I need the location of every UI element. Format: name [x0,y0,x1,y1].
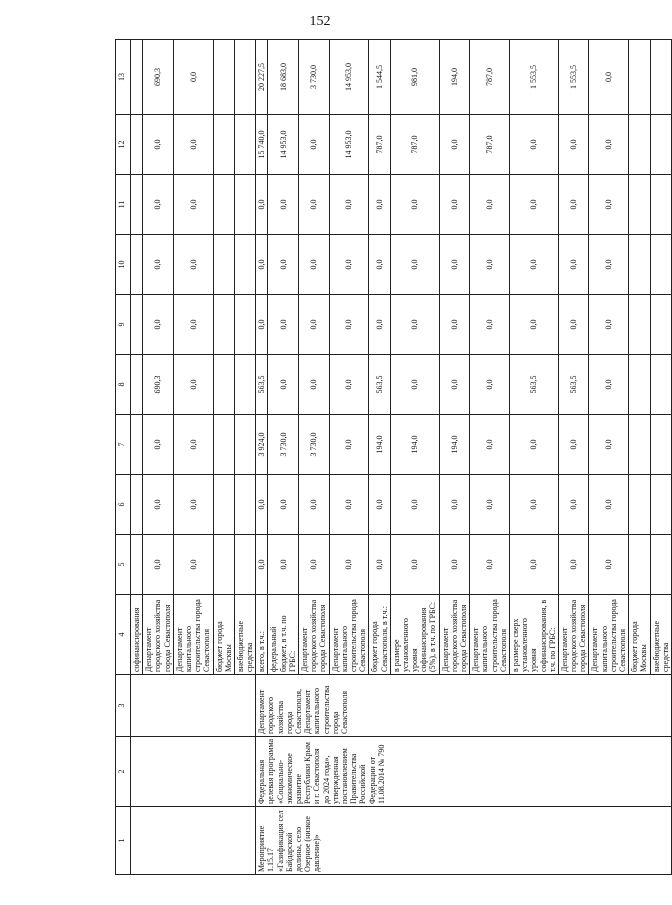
table-row [256,40,268,875]
value-cell: 0,0 [299,355,330,415]
value-cell [131,355,143,415]
value-cell: 14 953,0 [329,40,369,115]
value-cell: 0,0 [558,235,589,295]
value-cell [629,235,650,295]
value-cell: 0,0 [470,295,510,355]
value-cell: 1 553,5 [509,40,558,115]
value-cell: 787,0 [470,40,510,115]
value-cell [213,475,234,535]
value-cell: 0,0 [439,475,470,535]
value-cell [234,235,255,295]
value-cell: 0,0 [369,175,390,235]
value-cell [629,415,650,475]
value-cell [213,415,234,475]
value-cell: 690,3 [143,40,174,115]
value-cell [213,235,234,295]
value-cell: 0,0 [558,415,589,475]
value-cell: 0,0 [509,535,558,595]
value-cell: 0,0 [256,475,268,535]
value-cell: 0,0 [173,355,213,415]
value-cell [629,175,650,235]
value-cell [629,40,650,115]
value-cell [234,475,255,535]
value-cell: 0,0 [470,535,510,595]
source-cell: внебюджетные средства [234,595,255,675]
value-cell: 0,0 [256,235,268,295]
value-cell: 0,0 [256,295,268,355]
value-cell [650,115,671,175]
table-row [131,40,143,875]
col-header: 9 [116,295,131,355]
value-cell [234,355,255,415]
measure-name-cell: Мероприятие 1.15.17 «Газификация сел Байдарской долины, село Озерное (низкое давление)» [256,807,672,875]
value-cell: 18 683,0 [268,40,299,115]
value-cell: 563,5 [558,355,589,415]
value-cell: 563,5 [256,355,268,415]
value-cell: 0,0 [589,295,629,355]
value-cell: 0,0 [143,475,174,535]
value-cell [629,295,650,355]
source-cell: Департамент городского хозяйства города Севастополя [143,595,174,675]
col-header: 5 [116,535,131,595]
value-cell: 194,0 [390,415,439,475]
value-cell: 0,0 [390,355,439,415]
value-cell: 0,0 [173,115,213,175]
col-header: 3 [116,675,131,737]
value-cell [213,535,234,595]
value-cell [650,355,671,415]
value-cell: 0,0 [509,115,558,175]
value-cell: 0,0 [589,415,629,475]
source-cell: бюджет города Москвы [629,595,650,675]
source-cell: Департамент капитального строительства города Севастополя [329,595,369,675]
value-cell: 14 953,0 [329,115,369,175]
value-cell: 0,0 [509,235,558,295]
col-header: 8 [116,355,131,415]
value-cell: 0,0 [589,115,629,175]
value-cell: 14 953,0 [268,115,299,175]
value-cell [131,235,143,295]
value-cell: 0,0 [268,295,299,355]
source-cell: бюджет города Москвы [213,595,234,675]
value-cell: 0,0 [390,475,439,535]
value-cell: 0,0 [558,475,589,535]
value-cell: 0,0 [470,175,510,235]
value-cell [650,40,671,115]
source-cell: Департамент капитального строительства города Севастополя [470,595,510,675]
value-cell: 0,0 [470,475,510,535]
value-cell [629,475,650,535]
value-cell: 0,0 [143,115,174,175]
value-cell: 20 227,5 [256,40,268,115]
value-cell: 0,0 [299,115,330,175]
source-cell: Департамент городского хозяйства города Севастополя [439,595,470,675]
value-cell [131,115,143,175]
source-cell: федеральный бюджет, в т.ч. по ГРБС: [268,595,299,675]
value-cell: 0,0 [299,295,330,355]
value-cell [131,535,143,595]
value-cell: 0,0 [329,475,369,535]
value-cell: 0,0 [173,535,213,595]
value-cell [131,415,143,475]
col-header: 12 [116,115,131,175]
value-cell: 0,0 [390,295,439,355]
value-cell: 0,0 [390,175,439,235]
value-cell [650,235,671,295]
value-cell: 0,0 [173,40,213,115]
value-cell [234,535,255,595]
value-cell: 0,0 [558,175,589,235]
value-cell: 0,0 [439,355,470,415]
value-cell: 0,0 [390,535,439,595]
value-cell: 787,0 [470,115,510,175]
value-cell: 0,0 [558,535,589,595]
value-cell: 0,0 [369,535,390,595]
source-cell: Департамент городского хозяйства города Севастополя [558,595,589,675]
value-cell: 1 553,5 [558,40,589,115]
value-cell: 0,0 [509,475,558,535]
budget-table [115,39,672,875]
value-cell: 0,0 [173,415,213,475]
value-cell: 0,0 [143,415,174,475]
source-cell: Департамент городского хозяйства города Севастополя [299,595,330,675]
value-cell: 3 730,0 [299,415,330,475]
value-cell: 3 924,0 [256,415,268,475]
value-cell [213,40,234,115]
program-cell [131,737,256,807]
source-cell: Департамент капитального строительства города Севастополя [589,595,629,675]
value-cell: 194,0 [439,40,470,115]
measure-cell [131,807,256,875]
value-cell: 0,0 [509,415,558,475]
executor-cell: Департамент городского хозяйства города Севастополя, Департамент капитального строительства города Севастополя [256,675,672,737]
value-cell: 15 740,0 [256,115,268,175]
source-cell: в размере установленного уровня софинансирования (5%), в т.ч. по ГРБС: [390,595,439,675]
value-cell: 690,3 [143,355,174,415]
value-cell: 981,0 [390,40,439,115]
value-cell: 0,0 [439,115,470,175]
value-cell: 563,5 [369,355,390,415]
value-cell: 0,0 [173,295,213,355]
value-cell [234,175,255,235]
value-cell: 0,0 [299,535,330,595]
value-cell: 0,0 [268,355,299,415]
value-cell [650,295,671,355]
value-cell: 0,0 [509,295,558,355]
value-cell: 0,0 [268,175,299,235]
value-cell: 0,0 [268,475,299,535]
value-cell [650,475,671,535]
value-cell [213,115,234,175]
col-header: 13 [116,40,131,115]
value-cell: 0,0 [143,235,174,295]
value-cell: 0,0 [329,355,369,415]
value-cell: 0,0 [268,235,299,295]
value-cell: 787,0 [369,115,390,175]
value-cell: 0,0 [558,295,589,355]
value-cell [213,175,234,235]
rotated-table-frame [115,40,670,875]
value-cell: 0,0 [268,535,299,595]
value-cell: 0,0 [589,535,629,595]
col-header: 4 [116,595,131,675]
value-cell: 0,0 [143,535,174,595]
value-cell: 0,0 [369,295,390,355]
value-cell: 0,0 [173,475,213,535]
value-cell: 0,0 [470,355,510,415]
value-cell: 194,0 [439,415,470,475]
value-cell: 0,0 [173,235,213,295]
value-cell: 0,0 [470,415,510,475]
value-cell: 787,0 [390,115,439,175]
value-cell: 0,0 [589,235,629,295]
value-cell: 0,0 [329,175,369,235]
value-cell [131,175,143,235]
value-cell: 0,0 [470,235,510,295]
value-cell: 0,0 [589,475,629,535]
value-cell: 0,0 [329,235,369,295]
col-header: 6 [116,475,131,535]
value-cell: 1 544,5 [369,40,390,115]
value-cell [131,475,143,535]
source-cell: в размере сверх установленного уровня софинансирования, в т.ч. по ГРБС: [509,595,558,675]
executor-cell [131,675,256,737]
value-cell [629,535,650,595]
value-cell: 0,0 [369,475,390,535]
value-cell: 0,0 [143,295,174,355]
source-cell: Департамент капитального строительства города Севастополя [173,595,213,675]
source-cell: софинансирования [131,595,143,675]
value-cell: 0,0 [299,175,330,235]
value-cell: 0,0 [299,475,330,535]
value-cell: 3 730,0 [268,415,299,475]
value-cell: 0,0 [558,115,589,175]
value-cell: 0,0 [143,175,174,235]
value-cell: 0,0 [589,40,629,115]
value-cell: 0,0 [256,175,268,235]
page-number: 152 [309,14,331,29]
value-cell [650,175,671,235]
value-cell: 0,0 [299,235,330,295]
source-cell: всего, в т.ч.: [256,595,268,675]
col-header: 7 [116,415,131,475]
value-cell: 0,0 [173,175,213,235]
value-cell: 0,0 [256,535,268,595]
value-cell [213,295,234,355]
value-cell [234,115,255,175]
value-cell: 0,0 [329,415,369,475]
value-cell [629,115,650,175]
value-cell [234,415,255,475]
source-cell: бюджет города Севастополя, в т.ч.: [369,595,390,675]
value-cell: 0,0 [329,535,369,595]
value-cell: 0,0 [589,175,629,235]
value-cell: 0,0 [390,235,439,295]
header-row [116,40,131,875]
value-cell: 0,0 [589,355,629,415]
value-cell: 0,0 [439,295,470,355]
value-cell [650,535,671,595]
value-cell [234,295,255,355]
value-cell: 194,0 [369,415,390,475]
value-cell: 0,0 [439,535,470,595]
value-cell [650,415,671,475]
value-cell: 0,0 [369,235,390,295]
source-cell: внебюджетные средства [650,595,671,675]
program-cell: Федеральная целевая программа «Социально-экономическое развитие Республики Крым и г. Севастополя до 2024 года», утвержденная постановлением Правительства Российской Федерации от 11.08.2014 № 790 [256,737,672,807]
value-cell [131,40,143,115]
value-cell: 0,0 [439,235,470,295]
value-cell: 0,0 [439,175,470,235]
col-header: 1 [116,807,131,875]
value-cell [213,355,234,415]
value-cell: 563,5 [509,355,558,415]
col-header: 10 [116,235,131,295]
value-cell [629,355,650,415]
col-header: 11 [116,175,131,235]
value-cell [131,295,143,355]
value-cell: 3 730,0 [299,40,330,115]
col-header: 2 [116,737,131,807]
value-cell [234,40,255,115]
value-cell: 0,0 [509,175,558,235]
value-cell: 0,0 [329,295,369,355]
